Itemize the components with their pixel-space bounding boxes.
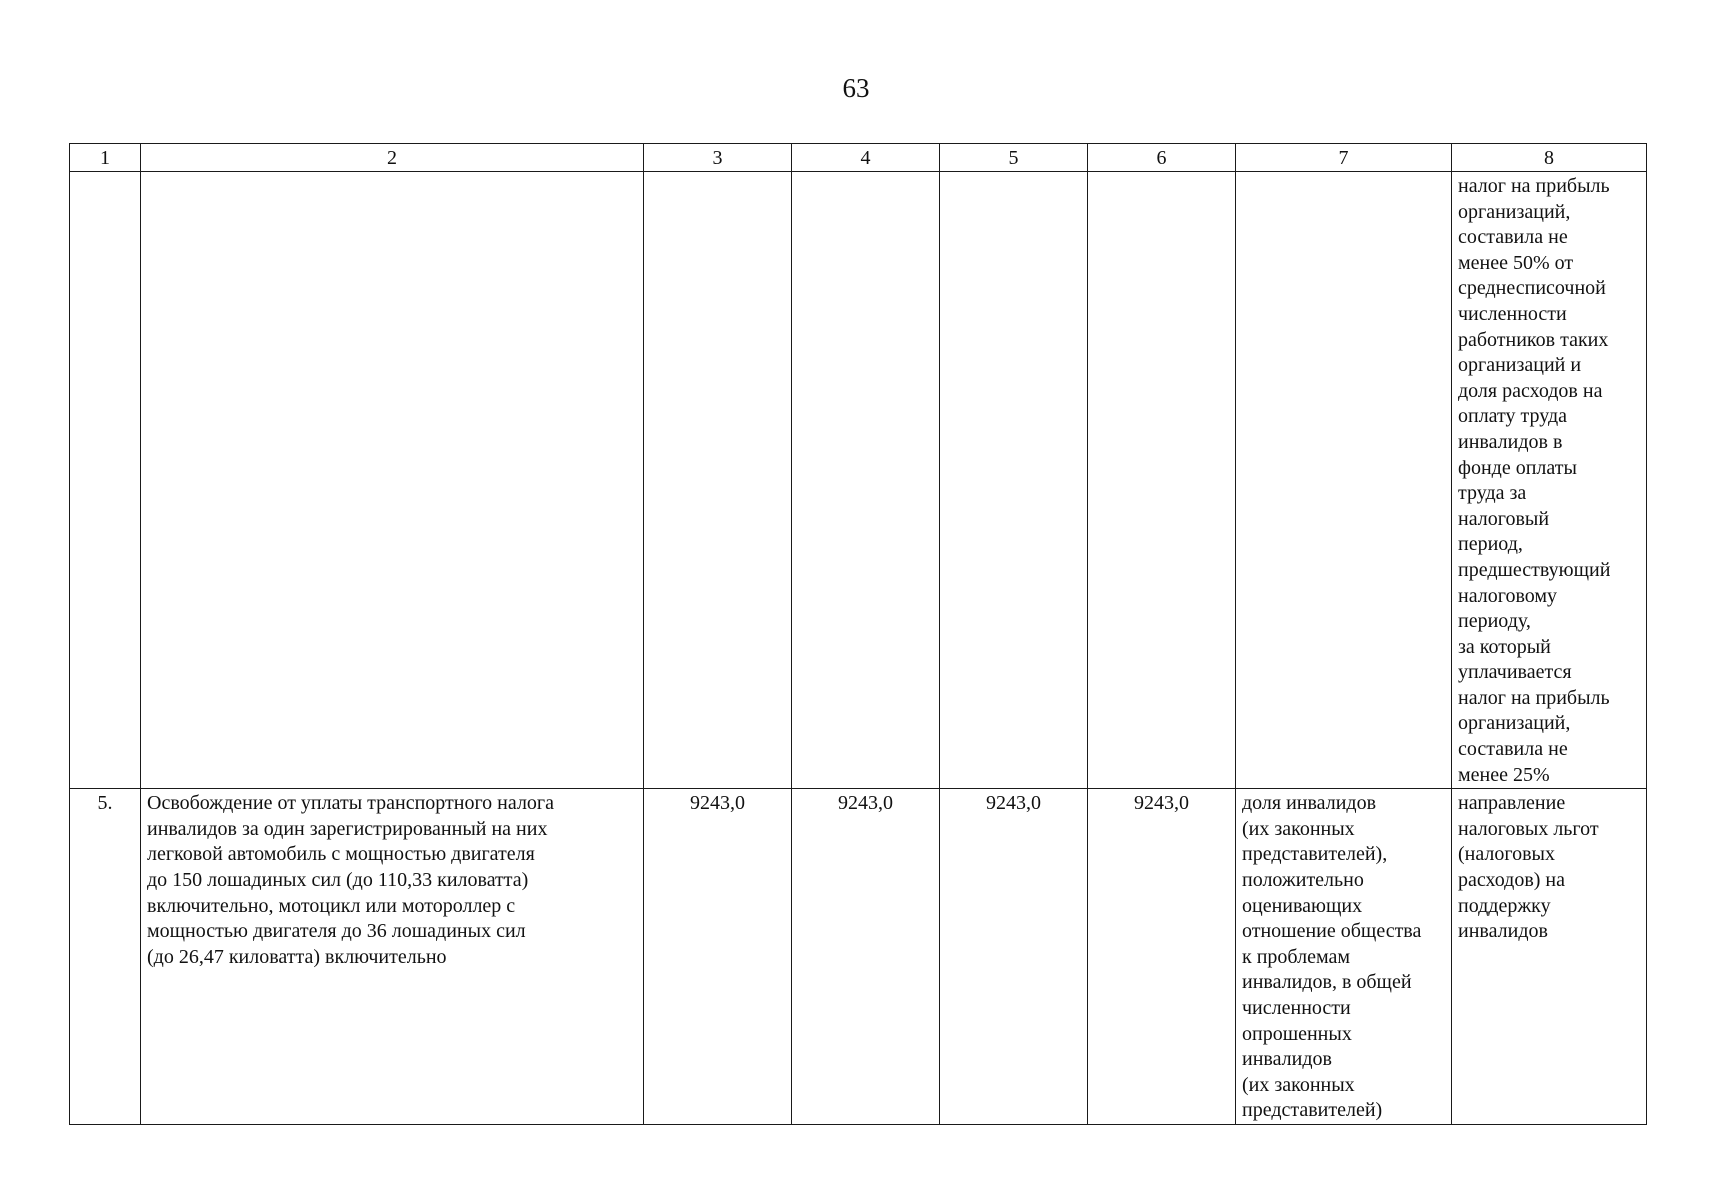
table-cell-value-5 <box>940 789 1088 1125</box>
column-header-5: 5 <box>940 144 1088 172</box>
table-row-5 <box>70 789 1647 1125</box>
table-cell-value-3 <box>644 789 792 1125</box>
value-col-6: 9243,0 <box>1134 792 1189 815</box>
table-cell-description <box>141 789 644 1125</box>
column-header-7: 7 <box>1236 144 1452 172</box>
table-header-row <box>70 144 1647 172</box>
column-header-4: 4 <box>792 144 940 172</box>
table-cell-condition-continued <box>1452 172 1647 789</box>
column-header-2: 2 <box>141 144 644 172</box>
table-cell <box>141 172 644 789</box>
column-header-3: 3 <box>644 144 792 172</box>
table-cell <box>792 172 940 789</box>
row-number: 5. <box>97 792 113 815</box>
table-cell-value-6 <box>1088 789 1236 1125</box>
table-cell-direction <box>1452 789 1647 1125</box>
table-cell <box>940 172 1088 789</box>
column-header-1: 1 <box>70 144 141 172</box>
table-cell <box>1088 172 1236 789</box>
efficiency-indicator: доля инвалидов (их законных представителей), положительно оценивающих отношение общества к проблемам инвалидов, в общей численности опрошенных инвалидов (их законных представителей) <box>1242 792 1422 1122</box>
table-cell <box>1236 172 1452 789</box>
column-header-6: 6 <box>1088 144 1236 172</box>
tax-benefits-table <box>69 143 1647 1125</box>
table-cell <box>644 172 792 789</box>
value-col-4: 9243,0 <box>838 792 893 815</box>
value-col-5: 9243,0 <box>986 792 1041 815</box>
column-header-8: 8 <box>1452 144 1647 172</box>
table-cell-row-number <box>70 789 141 1125</box>
benefit-description: Освобождение от уплаты транспортного налога инвалидов за один зарегистрированный на них легковой автомобиль с мощностью двигателя до 150 лошадиных сил (до 110,33 киловатта) включительно, мотоцикл или мотороллер с мощностью двигателя до 36 лошадиных сил (до 26,47 киловатта) включительно <box>147 792 555 968</box>
table-cell-value-4 <box>792 789 940 1125</box>
benefit-direction: направление налоговых льгот (налоговых расходов) на поддержку инвалидов <box>1458 792 1599 943</box>
condition-continued-text: налог на прибыль организаций, составила не менее 50% от среднесписочной численности работников таких организаций и доля расходов на оплату труда инвалидов в фонде оплаты труда за налоговый период, предшествующий налоговому периоду, за который уплачивается налог на прибыль организаций, составила не менее 25% <box>1458 175 1611 786</box>
table-row-continuation <box>70 172 1647 789</box>
value-col-3: 9243,0 <box>690 792 745 815</box>
table-cell-indicator <box>1236 789 1452 1125</box>
page-number: 63 <box>842 73 870 103</box>
table-cell <box>70 172 141 789</box>
